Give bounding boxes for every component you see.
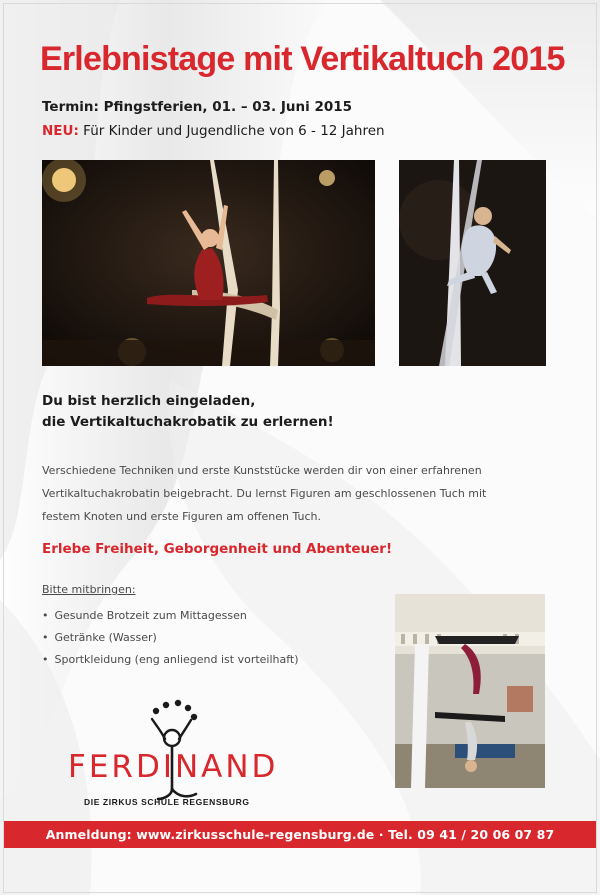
description-line-3: festem Knoten und erste Figuren am offenen Tuch. xyxy=(42,510,321,523)
list-item: • Getränke (Wasser) xyxy=(42,627,299,649)
ferdinand-logo xyxy=(60,697,300,815)
registration-footer xyxy=(4,821,596,848)
description-line-1: Verschiedene Techniken und erste Kunststücke werden dir von einer erfahrenen xyxy=(42,464,482,477)
photo-aerial-split xyxy=(42,160,375,366)
bring-list xyxy=(42,605,299,671)
invitation-heading xyxy=(42,391,334,433)
slogan: Erlebe Freiheit, Geborgenheit und Abenteuer! xyxy=(42,541,393,557)
new-label: NEU: xyxy=(42,123,79,139)
registration-text[interactable]: Anmeldung: www.zirkusschule-regensburg.de · Tel. 09 41 / 20 06 07 87 xyxy=(45,827,555,842)
description-line-2: Vertikaltuchakrobatin beigebracht. Du lernst Figuren am geschlossenen Tuch mit xyxy=(42,487,487,500)
invitation-line-1: Du bist herzlich eingeladen, xyxy=(42,393,256,409)
photo-aerial-duo xyxy=(395,594,545,788)
invitation-line-2: die Vertikaltuchakrobatik zu erlernen! xyxy=(42,414,334,430)
photo-aerial-hang xyxy=(399,160,546,366)
description-paragraph xyxy=(42,459,542,528)
date-line: Termin: Pfingstferien, 01. – 03. Juni 2015 xyxy=(42,99,353,115)
poster-title: Erlebnistage mit Vertikaltuch 2015 xyxy=(40,40,565,78)
new-notice xyxy=(42,123,385,139)
list-item: • Sportkleidung (eng anliegend ist vorteilhaft) xyxy=(42,649,299,671)
bring-list-heading: Bitte mitbringen: xyxy=(42,583,136,596)
logo-name: FERDINAND xyxy=(68,749,279,785)
logo-tagline: DIE ZIRKUS SCHULE REGENSBURG xyxy=(84,797,250,807)
new-text: Für Kinder und Jugendliche von 6 - 12 Jahren xyxy=(78,123,385,139)
list-item: • Gesunde Brotzeit zum Mittagessen xyxy=(42,605,299,627)
